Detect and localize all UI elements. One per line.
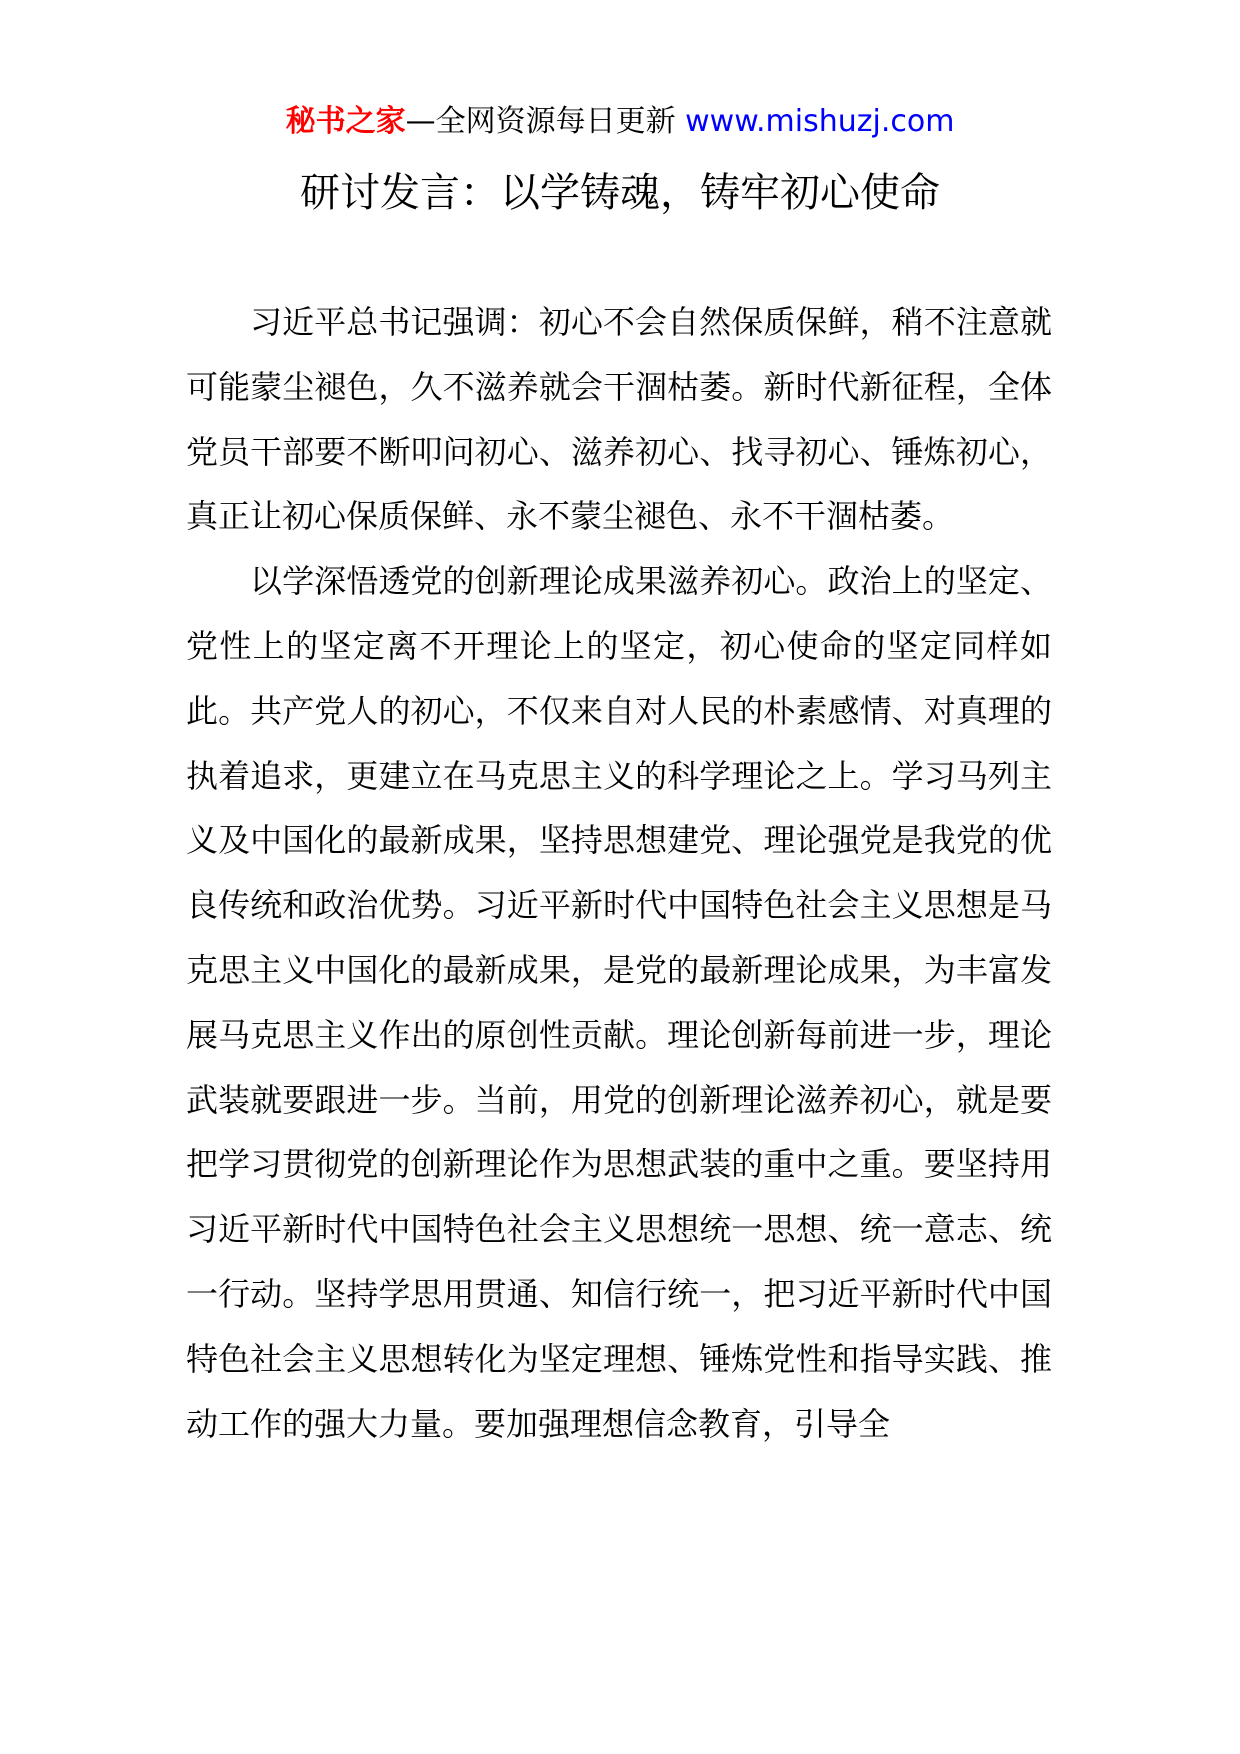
document-body xyxy=(186,290,1052,1456)
paragraph-2: 以学深悟透党的创新理论成果滋养初心。政治上的坚定、党性上的坚定离不开理论上的坚定，初心使命的坚定同样如此。共产党人的初心，不仅来自对人民的朴素感情、对真理的执着追求，更建立在马克思主义的科学理论之上。学习马列主义及中国化的最新成果，坚持思想建党、理论强党是我党的优良传统和政治优势。习近平新时代中国特色社会主义思想是马克思主义中国化的最新成果，是党的最新理论成果，为丰富发展马克思主义作出的原创性贡献。理论创新每前进一步，理论武装就要跟进一步。当前，用党的创新理论滋养初心，就是要把学习贯彻党的创新理论作为思想武装的重中之重。要坚持用习近平新时代中国特色社会主义思想统一思想、统一意志、统一行动。坚持学思用贯通、知信行统一，把习近平新时代中国特色社会主义思想转化为坚定理想、锤炼党性和指导实践、推动工作的强大力量。要加强理想信念教育，引导全 xyxy=(186,562,1052,1443)
paragraph-1: 习近平总书记强调：初心不会自然保质保鲜，稍不注意就可能蒙尘褪色，久不滋养就会干涸枯萎。新时代新征程，全体党员干部要不断叩问初心、滋养初心、找寻初心、锤炼初心，真正让初心保质保鲜、永不蒙尘褪色、永不干涸枯萎。 xyxy=(186,303,1052,536)
site-tagline: —全网资源每日更新 xyxy=(405,104,676,139)
site-header xyxy=(0,100,1240,144)
site-url-link[interactable]: www.mishuzj.com xyxy=(685,104,955,139)
site-brand: 秘书之家 xyxy=(285,104,406,139)
document-title: 研讨发言：以学铸魂，铸牢初心使命 xyxy=(300,170,940,216)
